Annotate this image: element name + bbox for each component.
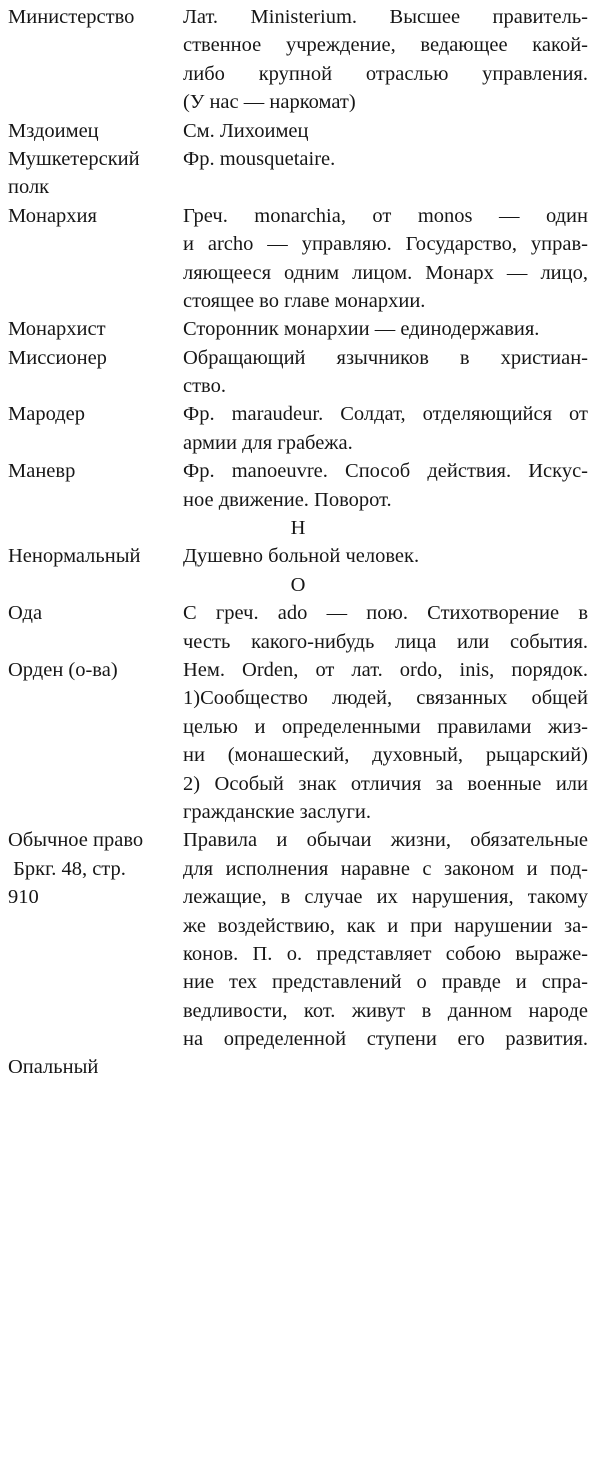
entry-term: [8, 145, 183, 202]
definition-line: на определенной ступени его развития.: [183, 1028, 588, 1051]
definition-line: ное движение. Поворот.: [183, 488, 392, 511]
dictionary-entry: [8, 344, 588, 401]
section-letter: О: [290, 573, 306, 596]
dictionary-entry: [8, 1053, 588, 1081]
entry-term: [8, 1053, 183, 1081]
definition-line: Нем. Orden, от лат. ordo, inis, порядок.: [183, 658, 588, 681]
definition-line: Правила и обычаи жизни, обязательные: [183, 829, 588, 852]
entry-definition: [183, 656, 588, 826]
term-line: Обычное право: [8, 829, 144, 852]
entry-definition: [183, 145, 588, 173]
entry-term: [8, 344, 183, 372]
definition-line: же воздействию, как и при нарушении за-: [183, 914, 588, 937]
definition-line: ляющееся одним лицом. Монарх — лицо,: [183, 261, 588, 284]
term-line: Маневр: [8, 460, 76, 483]
dictionary-entry: [8, 117, 588, 145]
definition-line: С греч. ado — пою. Стихотворение в: [183, 602, 588, 625]
definition-line: ведливости, кот. живут в данном народе: [183, 999, 588, 1022]
definition-line: ственное учреждение, ведающее какой-: [183, 34, 588, 57]
entry-term: [8, 826, 183, 911]
entry-term: [8, 315, 183, 343]
dictionary-entry: [8, 656, 588, 826]
definition-line: Душевно больной человек.: [183, 545, 420, 568]
dictionary-entry: [8, 542, 588, 570]
entry-definition: [183, 457, 588, 514]
definition-line: Фр. manoeuvre. Способ действия. Искус-: [183, 460, 588, 483]
dictionary-entry: [8, 599, 588, 656]
section-letter: Н: [290, 517, 306, 540]
definition-line: конов. П. о. представляет собою выраже-: [183, 942, 588, 965]
definition-line: гражданские заслуги.: [183, 800, 371, 823]
entry-term: [8, 457, 183, 485]
term-line: Монархия: [8, 204, 97, 227]
definition-line: (У нас — наркомат): [183, 91, 356, 114]
entry-term: [8, 542, 183, 570]
definition-line: См. Лихоимец: [183, 119, 309, 142]
dictionary-entry: [8, 457, 588, 514]
entry-definition: [183, 542, 588, 570]
entry-term: [8, 3, 183, 31]
definition-line: 1)Сообщество людей, связанных общей: [183, 687, 588, 710]
entry-term: [8, 202, 183, 230]
definition-line: либо крупной отраслью управления.: [183, 62, 588, 85]
definition-line: Фр. mousquetaire.: [183, 147, 336, 170]
term-line: Орден (о-ва): [8, 658, 118, 681]
dictionary-entry: [8, 145, 588, 202]
definition-line: ни (монашеский, духовный, рыцарский): [183, 744, 588, 767]
dictionary-entry: [8, 400, 588, 457]
definition-line: ство.: [183, 375, 226, 398]
definition-line: Греч. monarchia, от monos — один: [183, 204, 588, 227]
definition-line: целью и определенными правилами жиз-: [183, 715, 588, 738]
definition-line: лежащие, в случае их нарушения, такому: [183, 886, 588, 909]
term-line: Ода: [8, 602, 43, 625]
dictionary-entry: [8, 202, 588, 316]
term-line: Мародер: [8, 403, 86, 426]
definition-line: 2) Особый знак отличия за военные или: [183, 772, 588, 795]
entry-term: [8, 117, 183, 145]
definition-line: и archo — управляю. Государство, управ-: [183, 233, 588, 256]
entry-term: [8, 400, 183, 428]
definition-line: Сторонник монархии — единодержавия.: [183, 318, 540, 341]
entry-definition: [183, 202, 588, 316]
term-line: Миссионер: [8, 346, 107, 369]
definition-line: стоящее во главе монархии.: [183, 289, 426, 312]
term-line: полк: [8, 176, 50, 199]
dictionary-entry: [8, 3, 588, 117]
entries-list: [8, 3, 588, 1082]
entry-definition: [183, 315, 588, 343]
entry-definition: [183, 400, 588, 457]
definition-line: Фр. maraudeur. Солдат, отделяющийся от: [183, 403, 588, 426]
entry-term: [8, 599, 183, 627]
entry-definition: [183, 3, 588, 117]
term-line: Монархист: [8, 318, 106, 341]
dictionary-entry: [8, 826, 588, 1053]
term-line: 910: [8, 886, 39, 909]
entry-definition: [183, 826, 588, 1053]
entry-definition: [183, 344, 588, 401]
term-line: Бркг. 48, стр.: [8, 857, 126, 880]
definition-line: честь какого-нибудь лица или события.: [183, 630, 588, 653]
term-line: Ненормальный: [8, 545, 141, 568]
term-line: Опальный: [8, 1056, 99, 1079]
definition-line: для исполнения наравне с законом и под-: [183, 857, 588, 880]
entry-definition: [183, 599, 588, 656]
term-line: Мушкетерский: [8, 147, 140, 170]
definition-line: Обращающий язычников в христиан-: [183, 346, 588, 369]
entry-term: [8, 656, 183, 684]
entry-definition: [183, 117, 588, 145]
definition-line: ние тех представлений о правде и спра-: [183, 971, 588, 994]
definition-line: армии для грабежа.: [183, 431, 353, 454]
term-line: Мздоимец: [8, 119, 99, 142]
dictionary-entry: [8, 315, 588, 343]
definition-line: Лат. Ministerium. Высшее правитель-: [183, 6, 588, 28]
term-line: Министерство: [8, 6, 135, 28]
